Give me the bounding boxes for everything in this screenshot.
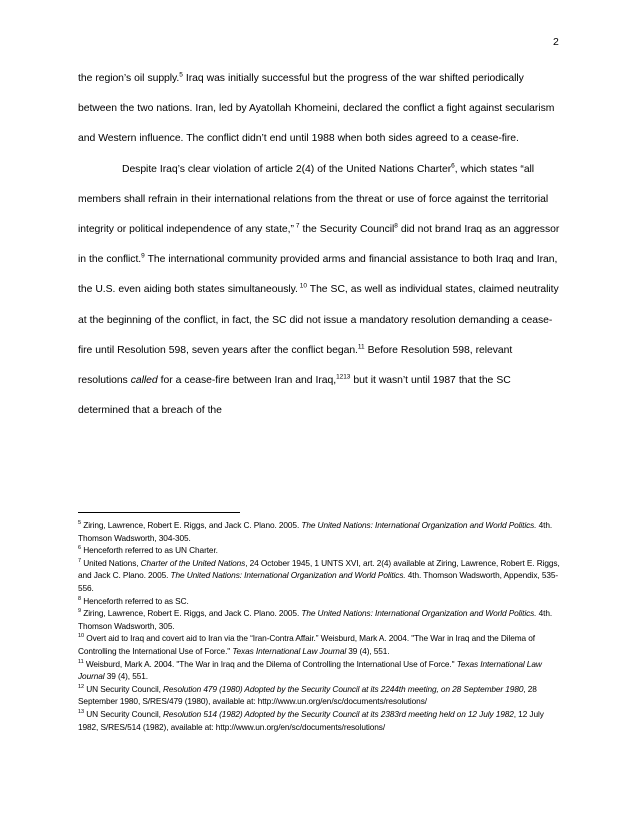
footnote-6: $^6$ Henceforth referred to as UN Charter.	[78, 545, 218, 556]
footnote-ref-6[interactable]: 6	[451, 162, 455, 170]
footnote-ref-11[interactable]: 11	[357, 343, 365, 351]
footnote-separator	[78, 512, 240, 513]
footnote-7: $^7$ United Nations, Charter of the United Nations, 24 October 1945, 1 UNTS XVI, art. 2(4) available at Ziring, Lawrence, Robert E. Riggs, and Jack C. Plano. 2005. The United Nations: International Organization and World Politics. 4th. Thomson Wadsworth, Appendix, 535-556.	[78, 557, 560, 593]
footnote-ref-5[interactable]: 5	[179, 71, 183, 79]
paragraph-1: the region’s oil supply.$^5$ Iraq was initially successful but the progress of the war shifted periodically between the two nations. Iran, led by Ayatollah Khomeini, declared the conflict a fight against secularism and Western influence. The conflict didn’t end until 1988 when both sides agreed to a cease-fire.	[78, 71, 555, 145]
footnote-ref-9[interactable]: 9	[141, 252, 145, 260]
page-number: 2	[553, 36, 559, 48]
footnote-10: $^{10}$ Overt aid to Iraq and covert aid to Iran via the “Iran-Contra Affair.” Weisburd, Mark A. 2004. "The War in Iraq and the Dilema of Controlling the International Use of Force." Texas International Law Journal 39 (4), 551.	[78, 633, 535, 656]
footnote-8: $^8$ Henceforth referred to as SC.	[78, 595, 189, 606]
footnotes	[78, 519, 560, 733]
body-text	[78, 64, 560, 426]
paragraph-2: Despite Iraq’s clear violation of article 2(4) of the United Nations Charter$^6$, which states “all members shall refrain in their international relations from the threat or use of force against the territorial integrity or political independence of any state,” $^7$ the Security Council$^8$ did not brand Iraq as an aggressor in the conflict.$^9$ The international community provided arms and financial assistance to both Iraq and Iran, the U.S. even aiding both states simultaneously. $^{10}$ The SC, as well as individual states, claimed neutrality at the beginning of the conflict, in fact, the SC did not issue a mandatory resolution demanding a cease-fire until Resolution 598, seven years after the conflict began.$^{11}$ Before Resolution 598, relevant resolutions called for a cease-fire between Iran and Iraq,$^{1213}$ but it wasn’t until 1987 that the SC determined that a breach of the	[78, 162, 560, 417]
footnote-11: $^{11}$ Weisburd, Mark A. 2004. "The War in Iraq and the Dilema of Controlling the International Use of Force." Texas International Law Journal 39 (4), 551.	[78, 658, 542, 682]
footnote-ref-8[interactable]: 8	[394, 222, 398, 230]
footnote-ref-7[interactable]: 7	[293, 222, 300, 230]
footnote-ref-12-13[interactable]: 1213	[336, 373, 351, 381]
footnote-13: $^{13}$ UN Security Council, Resolution 514 (1982) Adopted by the Security Council at its 2383rd meeting held on 12 July 1982, 12 July 1982, S/RES/514 (1982), available at: http://www.un.org/en/sc/documents/resolutions/	[78, 708, 544, 732]
footnote-9: $^9$ Ziring, Lawrence, Robert E. Riggs, and Jack C. Plano. 2005. The United Nations: International Organization and World Politics. 4th. Thomson Wadsworth, 305.	[78, 608, 553, 631]
footnote-12: $^{12}$ UN Security Council, Resolution 479 (1980) Adopted by the Security Council at its 2244th meeting, on 28 September 1980, 28 September 1980, S/RES/479 (1980), available at: http://www.un.org/en/sc/documents/resolutions/	[78, 683, 537, 707]
footnote-5: $^5$ Ziring, Lawrence, Robert E. Riggs, and Jack C. Plano. 2005. The United Nations: International Organization and World Politics. 4th. Thomson Wadsworth, 304-305.	[78, 520, 553, 543]
footnote-ref-10[interactable]: 10	[297, 282, 307, 290]
